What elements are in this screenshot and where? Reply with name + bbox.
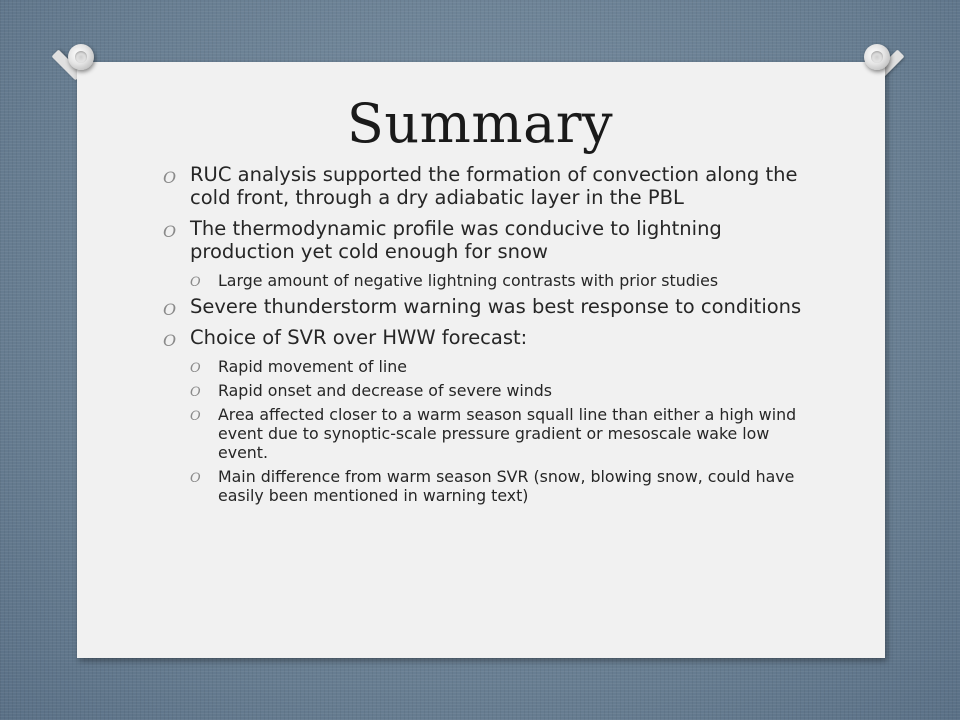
bullet-marker-icon: O: [190, 275, 201, 290]
sub-bullet-item: [190, 405, 813, 462]
bullet-text: Area affected closer to a warm season squall line than either a high wind event due to synoptic-scale pressure gradient or mesoscale wake low event.: [218, 405, 797, 462]
sub-bullet-item: [190, 381, 813, 400]
bullet-marker-icon: O: [190, 385, 201, 400]
bullet-text: Severe thunderstorm warning was best response to conditions: [190, 295, 802, 318]
bullet-text: Main difference from warm season SVR (snow, blowing snow, could have easily been mentioned in warning text): [218, 467, 795, 505]
bullet-marker-icon: O: [190, 361, 201, 376]
sub-bullet-item: [190, 357, 813, 376]
bullet-text: RUC analysis supported the formation of convection along the cold front, through a dry adiabatic layer in the PBL: [190, 163, 798, 209]
bullet-marker-icon: O: [163, 300, 177, 319]
bullet-marker-icon: O: [163, 222, 177, 241]
bullet-list: [163, 163, 813, 510]
bullet-marker-icon: O: [190, 471, 201, 486]
sub-bullet-item: [190, 271, 813, 290]
bullet-text: The thermodynamic profile was conducive to lightning production yet cold enough for snow: [190, 217, 722, 263]
bullet-text: Rapid onset and decrease of severe winds: [218, 381, 553, 400]
sub-bullet-item: [190, 467, 813, 505]
bullet-text: Large amount of negative lightning contrasts with prior studies: [218, 271, 719, 290]
bullet-item: [163, 217, 813, 263]
bullet-marker-icon: O: [163, 168, 177, 187]
bullet-item: [163, 326, 813, 349]
bullet-marker-icon: O: [190, 409, 201, 424]
slide-title: Summary: [346, 92, 614, 155]
bullet-item: [163, 295, 813, 318]
bullet-item: [163, 163, 813, 209]
pushpin-right-icon: [864, 44, 890, 70]
bullet-marker-icon: O: [163, 331, 177, 350]
bullet-text: Rapid movement of line: [218, 357, 407, 376]
bullet-text: Choice of SVR over HWW forecast:: [190, 326, 528, 349]
pushpin-left-icon: [68, 44, 94, 70]
